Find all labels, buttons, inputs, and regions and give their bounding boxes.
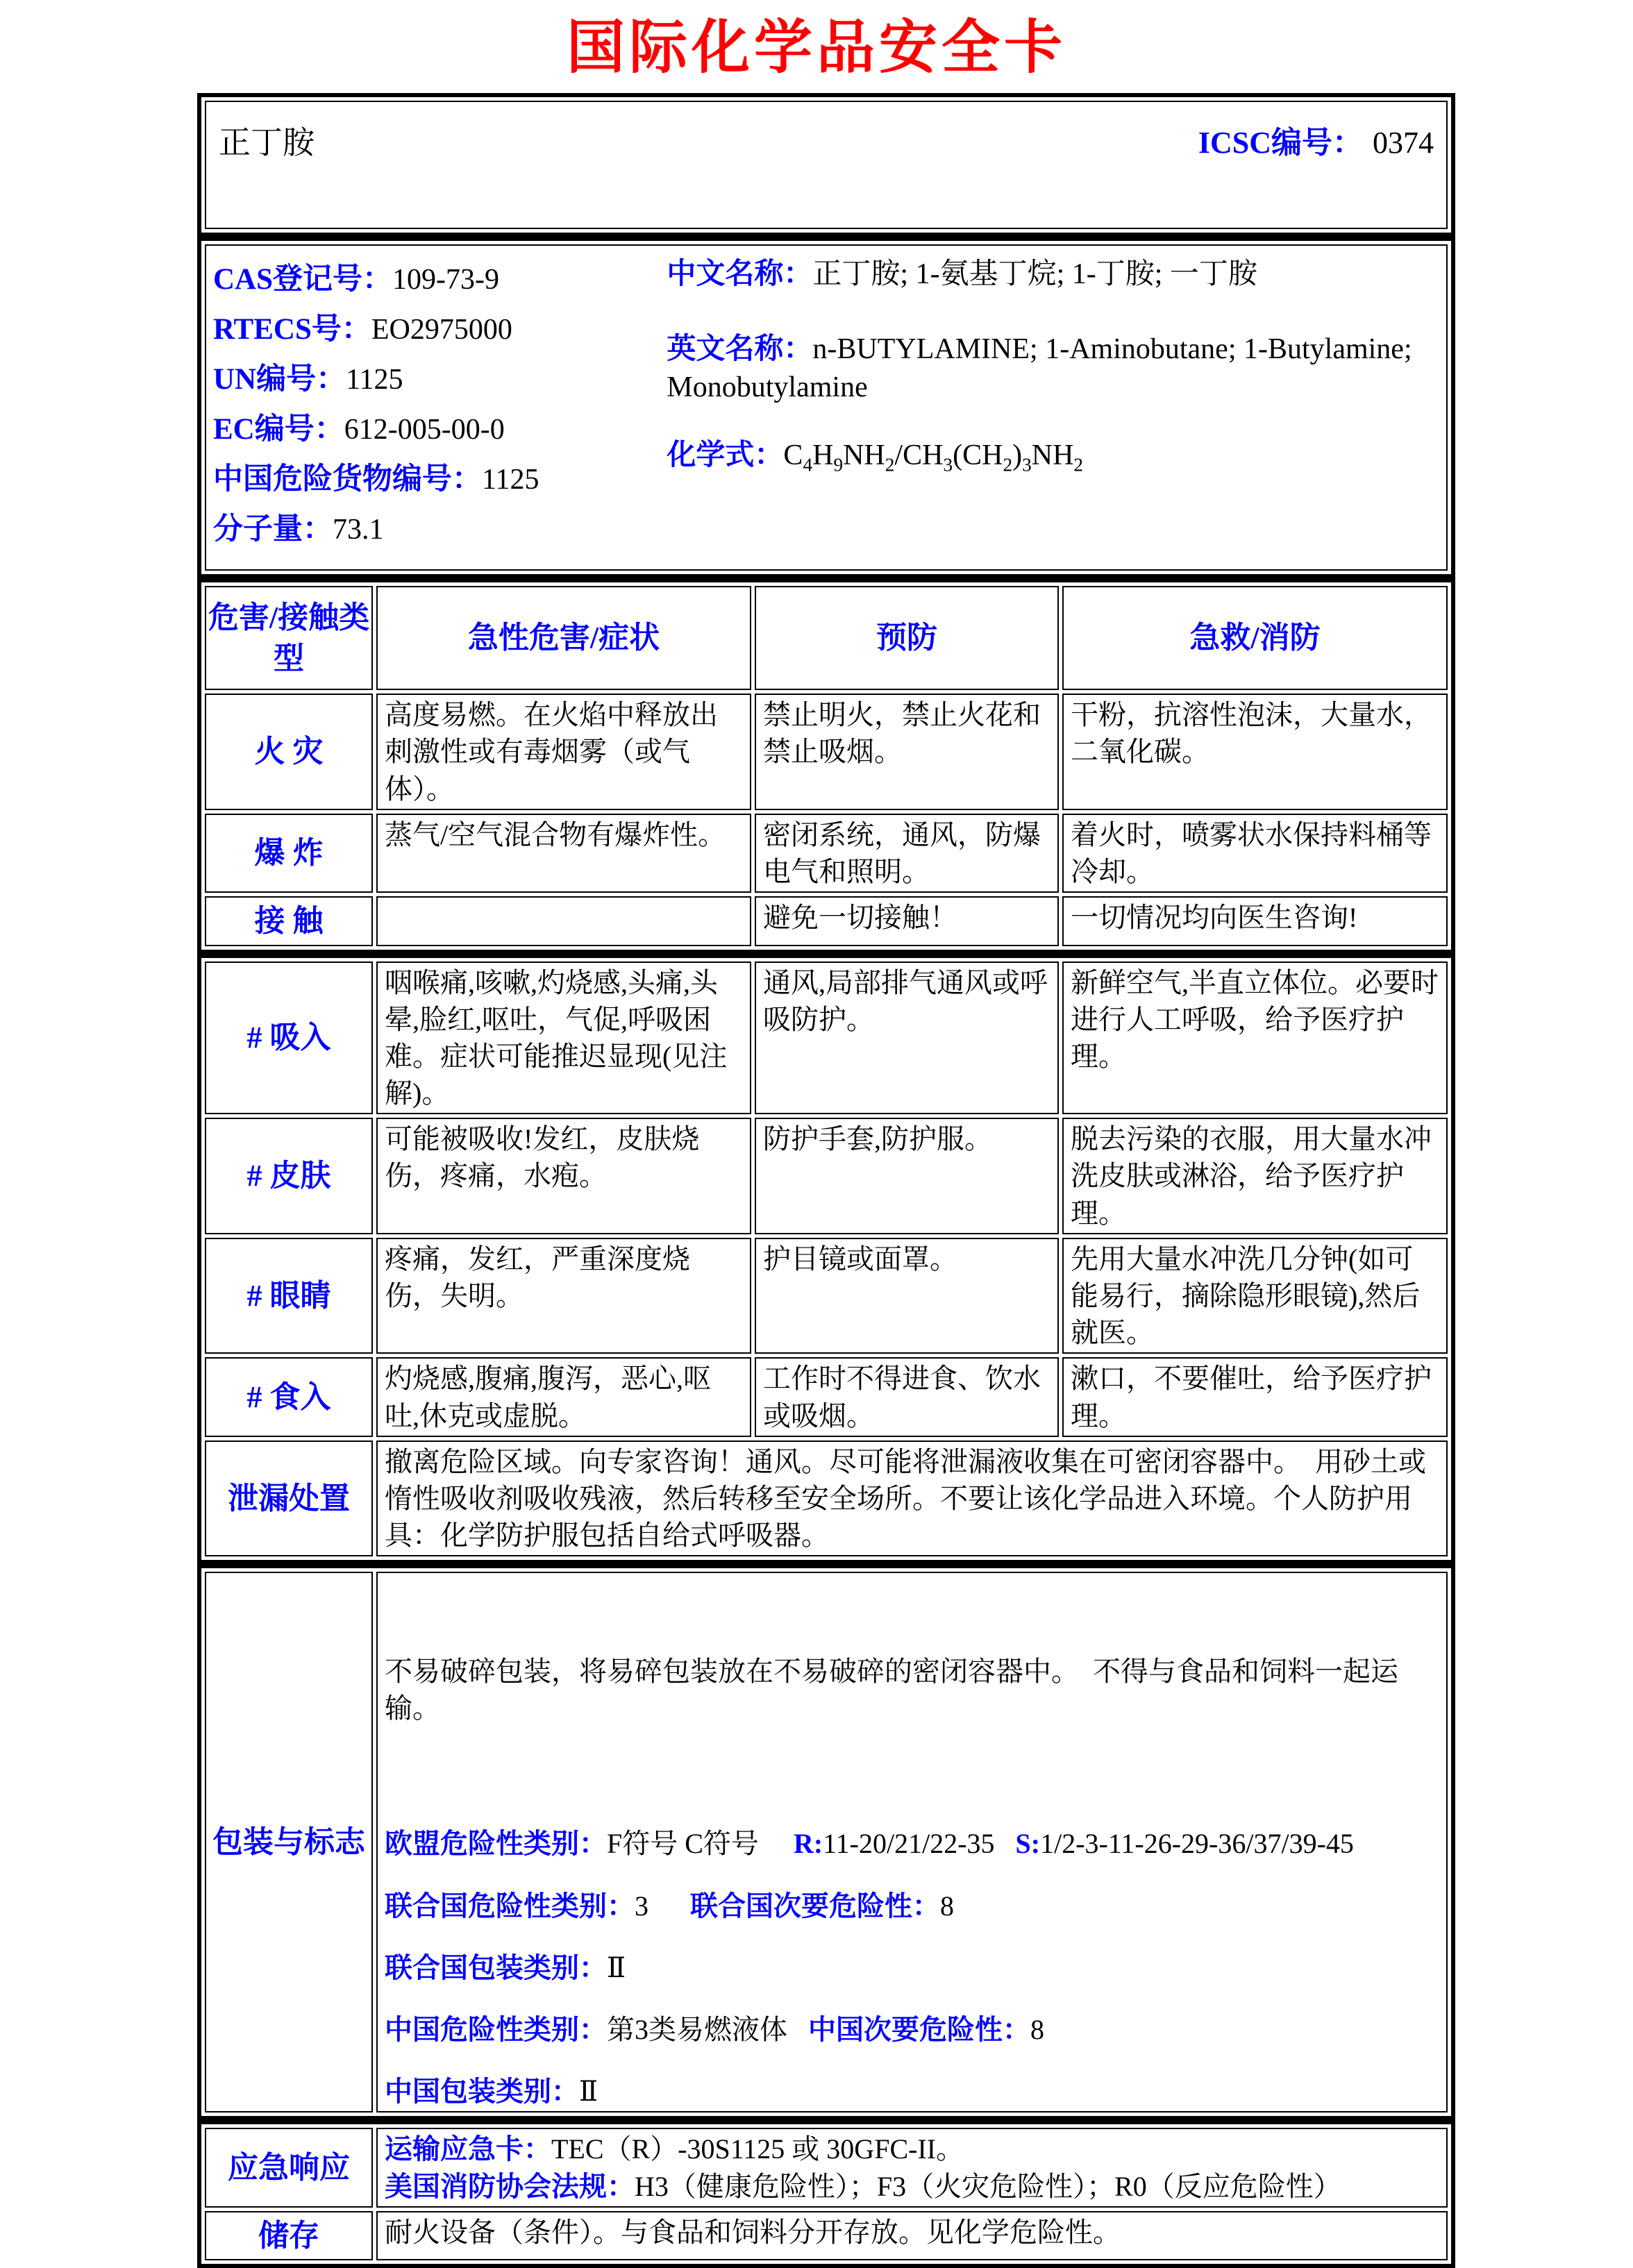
hazard-ingestion-symptoms: 灼烧感,腹痛,腹泻，恶心,呕吐,休克或虚脱。: [376, 1357, 751, 1436]
hazard-ingestion-type: # 食入: [205, 1357, 373, 1436]
names-block: [667, 255, 1439, 555]
identifier-3-value: 612-005-00-0: [344, 414, 505, 446]
hazard-exposure-firstaid: 一切情况均向医生咨询!: [1062, 896, 1448, 946]
identifier-1-value: EO2975000: [371, 314, 512, 346]
col-header-prevention: 预防: [755, 586, 1059, 690]
hazard-exposure-type: 接 触: [205, 896, 373, 946]
identifier-5-label: 分子量：: [213, 513, 333, 546]
packaging-line-0-seg-1: F符号 C符号: [607, 1828, 794, 1860]
hazard-eyes-symptoms: 疼痛，发红，严重深度烧伤，失明。: [376, 1238, 751, 1354]
identifier-2-value: 1125: [346, 364, 403, 396]
emergency-line-0-seg-0: 运输应急卡：: [385, 2133, 551, 2165]
packaging-line-3-seg-3: 8: [1030, 2014, 1044, 2046]
identifier-5-value: 73.1: [333, 514, 384, 546]
hazard-skin-firstaid: 脱去污染的衣服，用大量水冲洗皮肤或淋浴，给予医疗护理。: [1062, 1118, 1448, 1234]
section-label-storage: 储存: [205, 2211, 373, 2260]
hazard-row-skin: [205, 1118, 1448, 1234]
header-row: [205, 101, 1448, 229]
identifier-5: [213, 505, 667, 548]
hazard-explosion-type: 爆 炸: [205, 814, 373, 893]
emergency-content: [376, 2128, 1448, 2207]
chinese-name-label: 中文名称：: [667, 258, 813, 291]
packaging-line-3-seg-2: 中国次要危险性：: [808, 2014, 1030, 2046]
emergency-line-1-seg-1: H3（健康危险性）；F3（火灾危险性）；R0（反应危险性）: [635, 2170, 1341, 2202]
chemical-formula: $C_4H_9NH_2/CH_3(CH_2)_3NH_2$: [783, 439, 1084, 475]
section-label-spill: 泄漏处置: [205, 1440, 373, 1557]
english-name-label: 英文名称：: [667, 333, 813, 365]
packaging-table: [197, 1564, 1455, 2120]
hazard-inhalation-type: # 吸入: [205, 961, 373, 1115]
identifier-1: [213, 305, 667, 348]
chinese-name-line: [667, 255, 1435, 294]
packaging-line-0-seg-2: R:: [793, 1828, 823, 1860]
emergency-storage-table: [197, 2120, 1455, 2268]
page-title: 国际化学品安全卡: [566, 16, 1066, 81]
section-label-packaging: 包装与标志: [205, 1572, 373, 2112]
packaging-line-2-seg-0: 联合国包装类别：: [385, 1951, 607, 1983]
hazard-eyes-type: # 眼睛: [205, 1238, 373, 1354]
packaging-line-1-seg-2: 联合国次要危险性：: [690, 1890, 940, 1922]
packaging-line-0: [385, 1825, 1439, 1862]
hazard-row-inhalation: [205, 961, 1448, 1115]
identifier-4-label: 中国危险货物编号：: [213, 463, 482, 496]
spill-content: 撤离危险区域。向专家咨询！通风。尽可能将泄漏液收集在可密闭容器中。 用砂土或惰性吸收剂吸收残液，然后转移至安全场所。不要让该化学品进入环境。个人防护用具：化学防护服包括自给式呼吸器。: [376, 1440, 1448, 1557]
hazard-row-exposure: [205, 896, 1448, 946]
identifier-0-label: CAS登记号：: [213, 263, 393, 296]
hazard-inhalation-firstaid: 新鲜空气,半直立体位。必要时进行人工呼吸，给予医疗护理。: [1062, 961, 1448, 1115]
col-header-symptoms: 急性危害/症状: [376, 586, 751, 690]
col-header-firstaid: 急救/消防: [1062, 586, 1448, 690]
identifiers-cell: [205, 244, 1448, 571]
hazard-explosion-firstaid: 着火时，喷雾状水保持料桶等冷却。: [1062, 814, 1448, 893]
hazard-inhalation-prevention: 通风,局部排气通风或呼吸防护。: [755, 961, 1059, 1115]
packaging-line-3-seg-1: 第3类易燃液体: [607, 2014, 808, 2046]
chinese-name-value: 正丁胺; 1-氨基丁烷; 1-丁胺; 一丁胺: [812, 258, 1257, 291]
section-label-emergency: 应急响应: [205, 2128, 373, 2207]
formula-line: [667, 437, 1435, 475]
icsc-card: [197, 93, 1455, 2268]
emergency-line-1-seg-0: 美国消防协会法规：: [385, 2170, 635, 2202]
storage-row: [205, 2211, 1448, 2260]
packaging-line-4-seg-0: 中国包装类别：: [385, 2076, 579, 2108]
emergency-row: [205, 2128, 1448, 2207]
hazard-table-bottom: [197, 954, 1455, 1565]
hazard-row-ingestion: [205, 1357, 1448, 1436]
hazard-row-fire: [205, 694, 1448, 810]
packaging-content: [376, 1572, 1448, 2112]
header-cell: [205, 101, 1448, 229]
hazard-eyes-firstaid: 先用大量水冲洗几分钟(如可能易行，摘除隐形眼镜),然后就医。: [1062, 1238, 1448, 1354]
packaging-line-4: [385, 2073, 1439, 2110]
packaging-intro: 不易破碎包装，将易碎包装放在不易破碎的密闭容器中。 不得与食品和饲料一起运输。: [385, 1655, 1398, 1724]
identifier-1-label: RTECS号：: [213, 313, 371, 346]
identifier-3: [213, 405, 667, 448]
formula-label: 化学式：: [667, 439, 784, 471]
packaging-line-3-seg-0: 中国危险性类别：: [385, 2014, 607, 2046]
hazard-fire-type: 火 灾: [205, 694, 373, 810]
identifier-0-value: 109-73-9: [392, 264, 500, 296]
header-table: [197, 93, 1455, 237]
emergency-line-0: [385, 2131, 1439, 2167]
hazard-skin-symptoms: 可能被吸收!发红，皮肤烧伤，疼痛，水疱。: [376, 1118, 751, 1234]
packaging-row: [205, 1572, 1448, 2112]
hazard-exposure-symptoms: [376, 896, 751, 946]
col-header-type: 危害/接触类型: [205, 586, 373, 690]
packaging-line-2-seg-1: Ⅱ: [607, 1951, 626, 1983]
english-name-line: [667, 330, 1435, 408]
hazard-row-explosion: [205, 814, 1448, 893]
packaging-line-0-seg-0: 欧盟危险性类别：: [385, 1828, 607, 1860]
hazard-ingestion-firstaid: 漱口，不要催吐，给予医疗护理。: [1062, 1357, 1448, 1436]
hazard-fire-prevention: 禁止明火，禁止火花和禁止吸烟。: [755, 694, 1059, 810]
identifier-4: [213, 455, 667, 498]
hazard-explosion-symptoms: 蒸气/空气混合物有爆炸性。: [376, 814, 751, 893]
hazard-exposure-prevention: 避免一切接触！: [755, 896, 1059, 946]
storage-content: 耐火设备（条件）。与食品和饲料分开存放。见化学危险性。: [376, 2211, 1448, 2260]
packaging-line-0-seg-5: 1/2-3-11-26-29-36/37/39-45: [1040, 1828, 1354, 1860]
icsc-number-label: ICSC编号：: [1198, 126, 1363, 160]
hazard-inhalation-symptoms: 咽喉痛,咳嗽,灼烧感,头痛,头晕,脸红,呕吐，气促,呼吸困难。症状可能推迟显现(见注解)。: [376, 961, 751, 1115]
hazard-fire-symptoms: 高度易燃。在火焰中释放出刺激性或有毒烟雾（或气体）。: [376, 694, 751, 810]
identifier-2-label: UN编号：: [213, 363, 346, 396]
hazard-skin-prevention: 防护手套,防护服。: [755, 1118, 1059, 1234]
packaging-line-0-seg-4: S:: [1015, 1828, 1041, 1860]
hazard-explosion-prevention: 密闭系统，通风，防爆电气和照明。: [755, 814, 1059, 893]
packaging-line-4-seg-1: Ⅱ: [579, 2076, 598, 2108]
identifier-4-value: 1125: [482, 464, 539, 496]
hazard-fire-firstaid: 干粉，抗溶性泡沫，大量水，二氧化碳。: [1062, 694, 1448, 810]
icsc-number-group: [1198, 117, 1434, 162]
packaging-line-2: [385, 1949, 1439, 1986]
icsc-number-value: 0374: [1373, 126, 1434, 160]
packaging-line-0-seg-3: 11-20/21/22-35: [823, 1828, 1016, 1860]
identifiers-table: [197, 237, 1455, 578]
hazard-skin-type: # 皮肤: [205, 1118, 373, 1234]
packaging-line-1-seg-3: 8: [940, 1890, 954, 1922]
packaging-line-1-seg-1: 3: [635, 1890, 690, 1922]
packaging-line-1: [385, 1888, 1439, 1924]
identifier-0: [213, 255, 667, 298]
packaging-line-1-seg-0: 联合国危险性类别：: [385, 1890, 635, 1922]
identifier-2: [213, 355, 667, 398]
spill-row: [205, 1440, 1448, 1557]
packaging-line-3: [385, 2011, 1439, 2048]
identifier-3-label: EC编号：: [213, 413, 344, 446]
hazard-row-eyes: [205, 1238, 1448, 1354]
english-name-value: n-BUTYLAMINE; 1-Aminobutane; 1-Butylamine; Monobutylamine: [667, 333, 1420, 404]
hazard-eyes-prevention: 护目镜或面罩。: [755, 1238, 1059, 1354]
emergency-line-1: [385, 2168, 1439, 2205]
identifier-list: [213, 255, 667, 555]
emergency-line-0-seg-1: TEC（R）-30S1125 或 30GFC-II。: [551, 2133, 964, 2165]
hazard-header-row: [205, 586, 1448, 690]
substance-name: 正丁胺: [219, 125, 315, 161]
identifiers-row: [205, 244, 1448, 571]
hazard-table-top: [197, 578, 1455, 953]
hazard-ingestion-prevention: 工作时不得进食、饮水或吸烟。: [755, 1357, 1059, 1436]
